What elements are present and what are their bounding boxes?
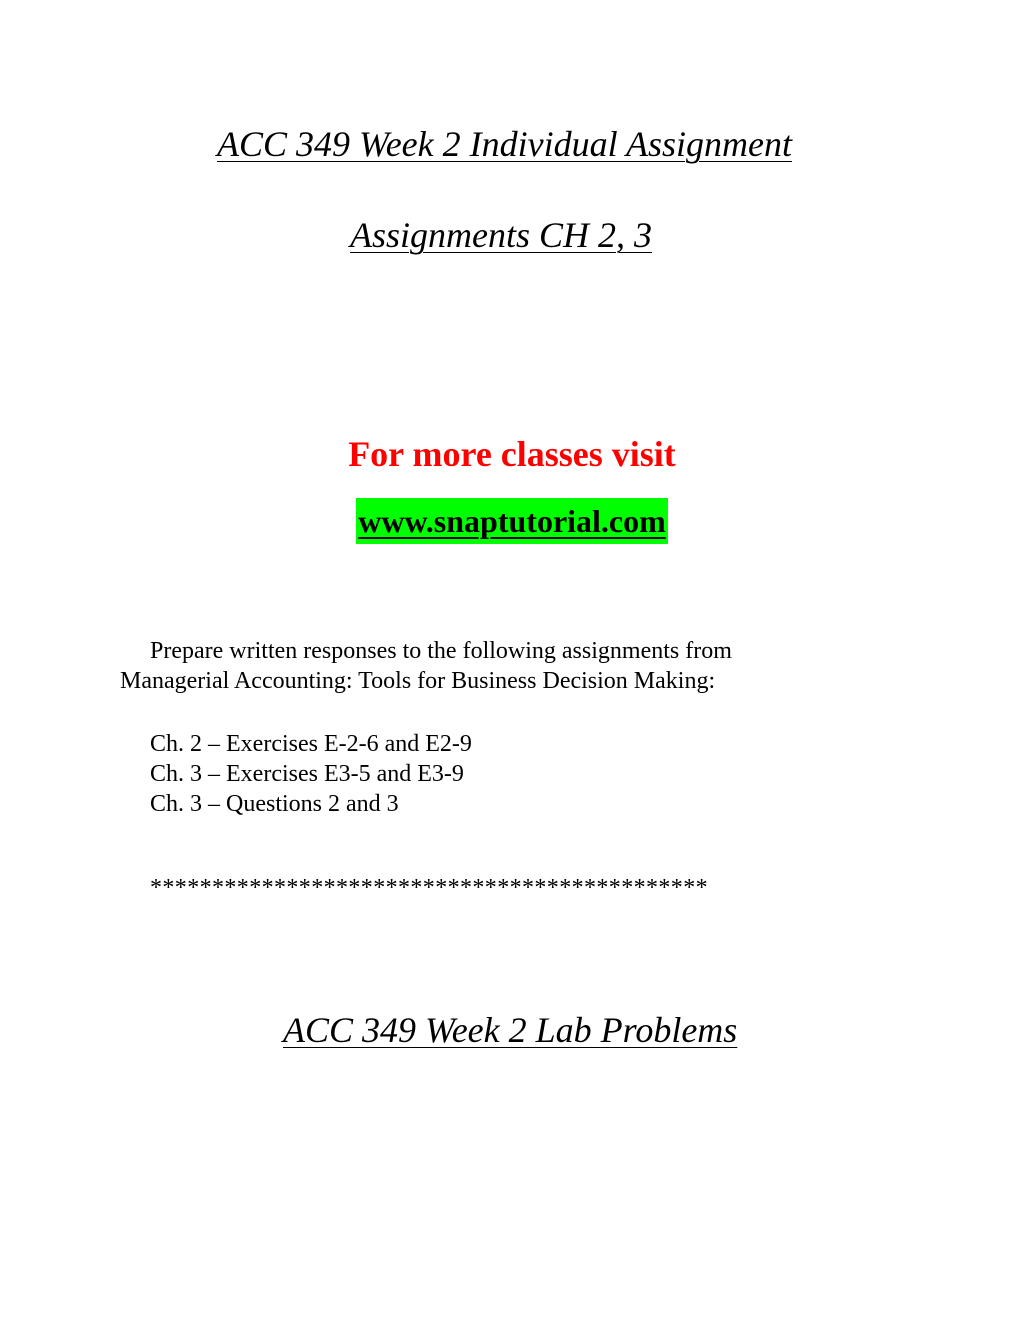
- promo-heading: For more classes visit: [348, 434, 676, 474]
- assignment-title: ACC 349 Week 2 Individual Assignment: [217, 124, 792, 164]
- list-item: Ch. 2 – Exercises E-2-6 and E2-9: [150, 731, 472, 757]
- intro-line-1: Prepare written responses to the following assignments from: [150, 638, 732, 664]
- assignment-subtitle: Assignments CH 2, 3: [350, 215, 653, 255]
- list-item: Ch. 3 – Questions 2 and 3: [150, 791, 399, 817]
- intro-line-2: Managerial Accounting: Tools for Business Decision Making:: [120, 668, 716, 694]
- promo-link-container: [0, 498, 1024, 544]
- list-item: Ch. 3 – Exercises E3-5 and E3-9: [150, 761, 464, 787]
- separator-stars: *********************************************: [150, 875, 708, 901]
- promo-link[interactable]: www.snaptutorial.com: [356, 498, 668, 544]
- lab-problems-title: ACC 349 Week 2 Lab Problems: [283, 1010, 738, 1050]
